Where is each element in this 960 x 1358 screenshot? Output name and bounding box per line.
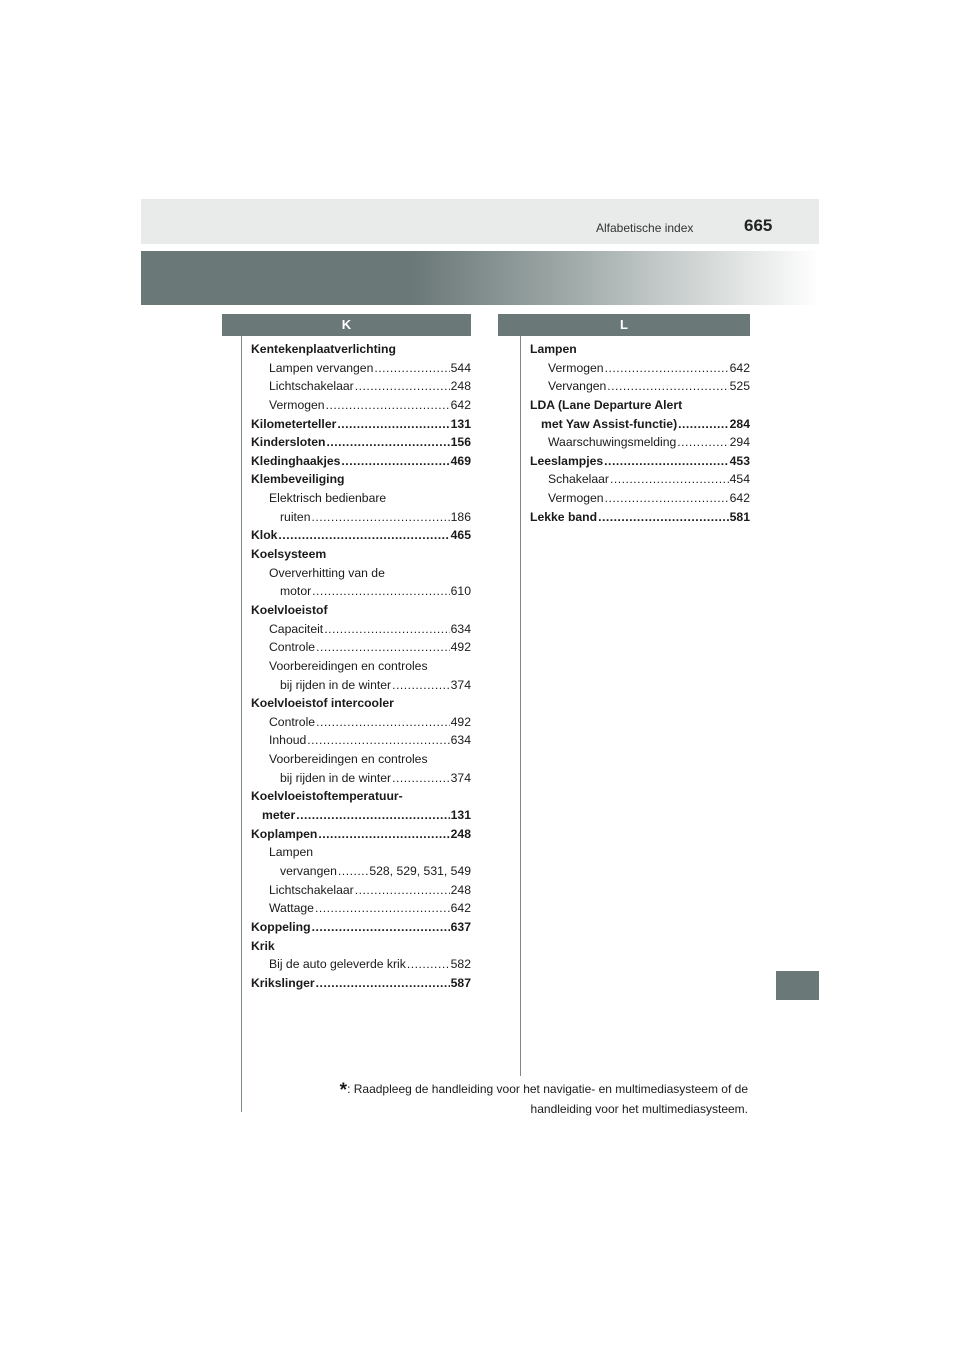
index-entry xyxy=(251,787,471,806)
entry-term: Capaciteit xyxy=(269,621,324,636)
index-column-k xyxy=(251,340,471,992)
footnote xyxy=(282,1080,748,1118)
index-column-l xyxy=(530,340,750,526)
entry-term: motor xyxy=(280,584,312,599)
index-entry xyxy=(530,396,750,415)
dot-leader xyxy=(610,470,729,489)
entry-term: Krik xyxy=(251,938,275,953)
dot-leader xyxy=(326,396,450,415)
entry-term: Lichtschakelaar xyxy=(269,379,354,394)
dot-leader xyxy=(316,713,450,732)
index-entry xyxy=(530,433,750,452)
dot-leader xyxy=(607,377,728,396)
dot-leader xyxy=(407,955,450,974)
entry-term: Oververhitting van de xyxy=(269,565,385,580)
dot-leader xyxy=(678,415,729,434)
dot-leader xyxy=(392,769,450,788)
column-divider-left xyxy=(241,336,242,1112)
index-entry xyxy=(251,433,471,452)
entry-term: Controle xyxy=(269,714,316,729)
footnote-marker: * xyxy=(339,1080,348,1101)
index-entry xyxy=(530,489,750,508)
entry-term: Koplampen xyxy=(251,826,318,841)
index-entry xyxy=(251,713,471,732)
entry-page-ref: 186 xyxy=(450,509,471,524)
entry-term: Controle xyxy=(269,640,316,655)
entry-term: Klembeveiliging xyxy=(251,472,345,487)
entry-page-ref: 587 xyxy=(450,975,471,990)
entry-term: Koelvloeistof intercooler xyxy=(251,696,394,711)
index-entry xyxy=(251,694,471,713)
entry-term: Lampen vervangen xyxy=(269,360,374,375)
index-entry xyxy=(251,377,471,396)
entry-page-ref: 374 xyxy=(450,677,471,692)
column-header-k: K xyxy=(222,314,471,336)
entry-term: Koelsysteem xyxy=(251,547,327,562)
index-entry xyxy=(530,340,750,359)
dot-leader xyxy=(278,526,449,545)
entry-page-ref: 634 xyxy=(450,733,471,748)
index-entry xyxy=(251,918,471,937)
entry-term: Krikslinger xyxy=(251,975,315,990)
entry-page-ref: 492 xyxy=(450,640,471,655)
index-entry xyxy=(251,564,471,583)
dot-leader xyxy=(312,508,450,527)
dot-leader xyxy=(605,359,729,378)
entry-page-ref: 248 xyxy=(450,882,471,897)
index-entry xyxy=(251,899,471,918)
decorative-gradient-bar xyxy=(141,251,819,305)
dot-leader xyxy=(327,433,450,452)
entry-page-ref: 248 xyxy=(450,379,471,394)
index-entry xyxy=(251,937,471,956)
index-entry xyxy=(251,750,471,769)
index-entry xyxy=(251,676,471,695)
footnote-text: : Raadpleeg de handleiding voor het navigatie- en multimediasysteem of de handleiding voor het multimediasysteem. xyxy=(347,1082,748,1116)
entry-page-ref: 525 xyxy=(729,379,750,394)
entry-page-ref: 453 xyxy=(729,453,750,468)
entry-term: met Yaw Assist-functie) xyxy=(541,416,678,431)
entry-term: Lichtschakelaar xyxy=(269,882,354,897)
entry-page-ref: 294 xyxy=(729,435,750,450)
column-divider-center xyxy=(520,336,521,1076)
entry-term: Inhoud xyxy=(269,733,307,748)
index-entry xyxy=(251,843,471,862)
entry-term: Kledinghaakjes xyxy=(251,453,341,468)
index-entry xyxy=(530,508,750,527)
dot-leader xyxy=(324,620,449,639)
entry-page-ref: 642 xyxy=(729,360,750,375)
index-entry xyxy=(530,470,750,489)
entry-term: Wattage xyxy=(269,901,314,916)
entry-term: Vermogen xyxy=(548,360,604,375)
index-entry xyxy=(251,526,471,545)
index-entry xyxy=(251,601,471,620)
entry-term: Vervangen xyxy=(548,379,607,394)
index-entry xyxy=(251,806,471,825)
header-band xyxy=(141,199,819,244)
dot-leader xyxy=(598,508,729,527)
entry-term: bij rijden in de winter xyxy=(280,677,392,692)
entry-term: Leeslampjes xyxy=(530,453,604,468)
entry-page-ref: 642 xyxy=(450,397,471,412)
index-entry xyxy=(251,974,471,993)
page-number: 665 xyxy=(744,216,773,235)
entry-page-ref: 374 xyxy=(450,770,471,785)
entry-term: Vermogen xyxy=(269,397,325,412)
dot-leader xyxy=(315,899,450,918)
index-entry xyxy=(251,955,471,974)
entry-page-ref: 637 xyxy=(450,919,471,934)
entry-term: Vermogen xyxy=(548,491,604,506)
dot-leader xyxy=(338,862,368,881)
entry-page-ref: 465 xyxy=(450,528,471,543)
entry-term: Koelvloeistof xyxy=(251,602,328,617)
index-entry xyxy=(251,508,471,527)
index-entry xyxy=(251,657,471,676)
index-entry xyxy=(530,452,750,471)
index-entry xyxy=(251,470,471,489)
dot-leader xyxy=(374,359,449,378)
entry-page-ref: 248 xyxy=(450,826,471,841)
index-entry xyxy=(530,377,750,396)
index-entry xyxy=(251,638,471,657)
entry-term: Voorbereidingen en controles xyxy=(269,752,428,767)
entry-term: ruiten xyxy=(280,509,311,524)
entry-term: Lampen xyxy=(530,342,577,356)
entry-term: bij rijden in de winter xyxy=(280,770,392,785)
entry-term: LDA (Lane Departure Alert xyxy=(530,397,683,412)
entry-page-ref: 634 xyxy=(450,621,471,636)
entry-term: Kentekenplaatverlichting xyxy=(251,342,396,356)
index-entry xyxy=(251,452,471,471)
entry-page-ref: 528, 529, 531, 549 xyxy=(369,863,471,878)
entry-term: Waarschuwingsmelding xyxy=(548,435,677,450)
dot-leader xyxy=(296,806,449,825)
entry-page-ref: 642 xyxy=(729,491,750,506)
entry-page-ref: 156 xyxy=(450,435,471,450)
entry-page-ref: 469 xyxy=(450,453,471,468)
entry-term: vervangen xyxy=(280,863,337,878)
dot-leader xyxy=(392,676,450,695)
entry-page-ref: 492 xyxy=(450,714,471,729)
section-title: Alfabetische index xyxy=(596,221,694,235)
entry-term: Schakelaar xyxy=(548,472,609,487)
index-entry xyxy=(251,881,471,900)
column-header-l: L xyxy=(498,314,750,336)
index-entry xyxy=(251,545,471,564)
entry-term: Klok xyxy=(251,528,278,543)
entry-term: Elektrisch bedienbare xyxy=(269,491,387,506)
entry-term: Lampen xyxy=(269,845,314,860)
entry-page-ref: 642 xyxy=(450,901,471,916)
entry-page-ref: 131 xyxy=(450,416,471,431)
dot-leader xyxy=(337,415,449,434)
chapter-thumb-tab xyxy=(776,971,819,1000)
dot-leader xyxy=(316,638,450,657)
dot-leader xyxy=(312,582,450,601)
index-entry xyxy=(251,396,471,415)
entry-term: Voorbereidingen en controles xyxy=(269,658,428,673)
entry-page-ref: 131 xyxy=(450,808,471,823)
entry-page-ref: 454 xyxy=(729,472,750,487)
index-entry xyxy=(251,340,471,359)
entry-page-ref: 544 xyxy=(450,360,471,375)
index-entry xyxy=(251,582,471,601)
index-entry xyxy=(251,489,471,508)
index-entry xyxy=(251,359,471,378)
dot-leader xyxy=(355,377,450,396)
index-entry xyxy=(251,862,471,881)
entry-page-ref: 610 xyxy=(450,584,471,599)
entry-term: Kilometerteller xyxy=(251,416,337,431)
entry-page-ref: 284 xyxy=(729,416,750,431)
dot-leader xyxy=(355,881,450,900)
entry-page-ref: 581 xyxy=(729,509,750,524)
dot-leader xyxy=(605,489,729,508)
dot-leader xyxy=(677,433,728,452)
dot-leader xyxy=(307,731,449,750)
index-entry xyxy=(251,825,471,844)
dot-leader xyxy=(312,918,450,937)
dot-leader xyxy=(316,974,450,993)
entry-term: Kindersloten xyxy=(251,435,326,450)
entry-page-ref: 582 xyxy=(450,957,471,972)
index-entry xyxy=(251,731,471,750)
dot-leader xyxy=(341,452,449,471)
index-entry xyxy=(251,415,471,434)
entry-term: Bij de auto geleverde krik xyxy=(269,957,406,972)
index-entry xyxy=(530,415,750,434)
index-entry xyxy=(251,769,471,788)
entry-term: Lekke band xyxy=(530,509,598,524)
index-entry xyxy=(530,359,750,378)
dot-leader xyxy=(318,825,449,844)
dot-leader xyxy=(604,452,728,471)
entry-term: meter xyxy=(262,808,296,823)
entry-term: Koelvloeistoftemperatuur- xyxy=(251,789,403,804)
index-entry xyxy=(251,620,471,639)
entry-term: Koppeling xyxy=(251,919,311,934)
